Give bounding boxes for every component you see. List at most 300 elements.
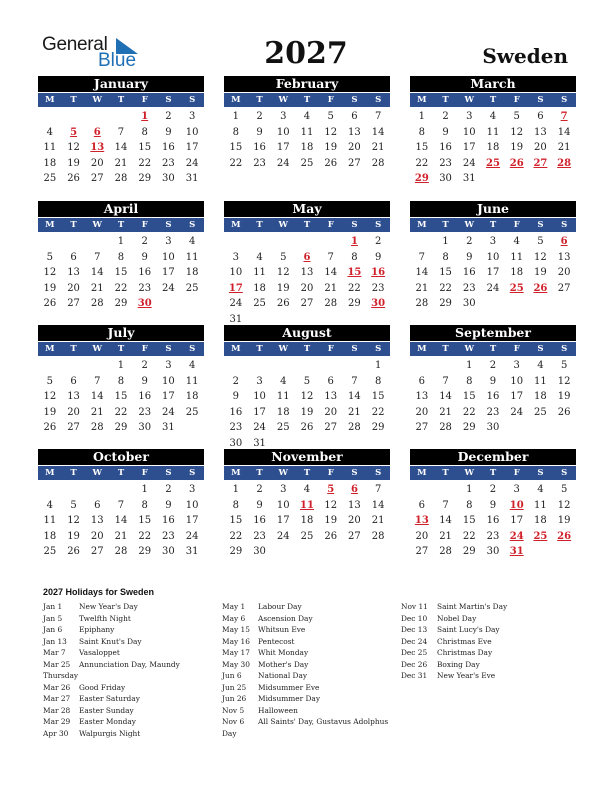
holiday-date: Dec 26 [401, 659, 428, 669]
day: 18 [43, 157, 57, 169]
holiday-date: May 16 [222, 636, 250, 646]
day-empty [85, 109, 109, 125]
day: 16 [439, 142, 452, 153]
day-empty [38, 109, 62, 125]
holiday-date: Nov 11 [401, 602, 428, 611]
day: 6 [327, 375, 334, 387]
weekday-label: W [464, 344, 475, 354]
day: 28 [90, 298, 104, 309]
holiday-date: Jan 6 [43, 625, 63, 634]
day: 1 [141, 484, 148, 495]
day: 2 [165, 484, 172, 495]
holiday-name: Midsummer Day [258, 694, 320, 703]
day-grid [224, 109, 390, 171]
day: 1 [232, 484, 240, 495]
day-holiday: 27 [533, 157, 548, 169]
day: 21 [439, 406, 452, 418]
day: 22 [415, 157, 429, 169]
day: 26 [67, 173, 80, 184]
month-december [410, 449, 576, 560]
day-holiday: 6 [93, 126, 101, 138]
day-grid [38, 358, 204, 436]
day: 13 [348, 126, 361, 138]
month-february [224, 76, 390, 171]
day-holiday: 5 [70, 126, 78, 138]
holiday-name: Nobel Day [437, 613, 477, 623]
holiday-name: National Day [258, 671, 308, 680]
day: 8 [117, 375, 125, 387]
weekday-label: T [303, 220, 311, 230]
day: 19 [67, 157, 80, 169]
weekday-header [410, 466, 576, 480]
weekday-label: M [45, 344, 55, 354]
holiday-name: Halloween [258, 705, 298, 715]
weekday-label: M [45, 220, 55, 230]
weekday-label: T [442, 468, 449, 478]
day: 15 [462, 391, 476, 402]
day: 10 [185, 499, 199, 511]
month-name: January [38, 76, 204, 92]
weekday-label: M [45, 95, 55, 105]
day: 27 [557, 282, 571, 294]
weekday-label: S [351, 220, 358, 230]
day: 14 [90, 391, 104, 402]
day: 17 [510, 515, 524, 526]
day: 8 [141, 499, 148, 511]
day: 5 [537, 236, 544, 247]
day: 14 [114, 142, 128, 153]
weekday-label: M [45, 468, 55, 478]
day: 14 [348, 391, 361, 402]
day: 19 [534, 267, 547, 278]
day: 8 [232, 499, 240, 511]
day: 27 [415, 546, 429, 557]
day: 14 [371, 499, 385, 511]
day: 15 [114, 267, 128, 278]
day: 24 [276, 157, 290, 169]
day: 3 [513, 484, 520, 495]
day: 20 [415, 530, 429, 542]
weekday-label: F [513, 95, 520, 105]
day-holiday: 6 [560, 236, 568, 247]
weekday-label: F [327, 95, 334, 105]
holiday-name: Epiphany [79, 625, 115, 634]
day: 6 [418, 499, 426, 511]
day: 2 [256, 484, 263, 495]
weekday-label: F [327, 468, 334, 478]
day-empty [62, 482, 86, 498]
weekday-label: T [70, 220, 77, 230]
day: 6 [351, 111, 358, 122]
day: 9 [489, 375, 497, 387]
day-holiday: 25 [486, 157, 500, 169]
day: 28 [90, 422, 104, 433]
day: 9 [442, 126, 449, 138]
weekday-header [410, 342, 576, 356]
holiday-date: Thursday [43, 671, 79, 680]
day: 18 [534, 391, 547, 402]
day: 19 [557, 391, 571, 402]
month-name: March [410, 76, 576, 92]
holiday-name: Good Friday [79, 682, 126, 692]
day: 5 [560, 484, 568, 495]
day: 11 [43, 142, 57, 153]
day: 27 [348, 530, 361, 542]
day: 23 [253, 157, 266, 169]
weekday-label: S [351, 468, 358, 478]
day: 8 [117, 251, 125, 263]
day: 11 [276, 391, 290, 402]
day: 16 [162, 515, 175, 526]
day: 5 [70, 499, 77, 511]
month-october [38, 449, 204, 560]
day: 3 [188, 484, 196, 495]
day: 27 [415, 422, 429, 433]
day: 11 [534, 375, 547, 387]
day: 1 [374, 360, 382, 371]
day: 1 [442, 236, 449, 247]
weekday-header [38, 93, 204, 107]
day: 24 [185, 530, 199, 542]
day: 18 [300, 515, 314, 526]
holiday-name: Christmas Day [437, 648, 493, 657]
weekday-label: M [417, 344, 427, 354]
holiday-name: Easter Saturday [79, 694, 140, 703]
holiday-name: Pentecost [258, 636, 295, 646]
weekday-header [38, 466, 204, 480]
day: 31 [162, 422, 175, 433]
day: 9 [141, 251, 148, 263]
day-grid [224, 234, 390, 327]
day-holiday: 13 [414, 515, 429, 526]
day: 13 [534, 126, 547, 138]
weekday-label: T [117, 220, 125, 230]
country-title: Sweden [482, 44, 568, 68]
holiday-name: Whit Monday [258, 648, 309, 657]
day: 30 [486, 546, 500, 557]
holiday-date: Mar 27 [43, 694, 71, 703]
day: 5 [303, 375, 311, 387]
day: 20 [67, 406, 80, 418]
day: 31 [229, 313, 243, 325]
holiday-date: Jun 26 [222, 694, 247, 703]
weekday-label: M [231, 344, 241, 354]
day-holiday: 1 [350, 236, 358, 247]
day: 16 [138, 391, 152, 402]
day-holiday: 24 [509, 530, 524, 542]
day: 9 [165, 499, 172, 511]
day: 2 [165, 111, 172, 122]
day: 2 [374, 236, 382, 247]
day-holiday: 25 [533, 530, 548, 542]
day: 23 [462, 282, 476, 294]
day: 4 [256, 251, 263, 263]
day: 4 [537, 484, 544, 495]
day: 20 [348, 515, 361, 526]
month-name: February [224, 76, 390, 92]
day-empty [319, 234, 343, 250]
day-holiday: 15 [347, 267, 362, 278]
weekday-label: F [141, 95, 148, 105]
weekday-label: T [117, 468, 125, 478]
day: 12 [510, 126, 524, 138]
day: 18 [43, 530, 57, 542]
logo-blue-text: Blue [98, 50, 137, 71]
day-holiday: 6 [350, 484, 358, 495]
day: 20 [324, 406, 338, 418]
day-grid [224, 358, 390, 451]
weekday-label: W [464, 468, 475, 478]
day: 13 [300, 267, 314, 278]
day: 10 [276, 126, 290, 138]
day-grid [224, 482, 390, 560]
day: 29 [114, 298, 128, 309]
day: 3 [165, 360, 172, 371]
holiday-name: Annunciation Day, Maundy [79, 659, 180, 669]
day: 24 [162, 282, 175, 294]
day: 11 [185, 251, 199, 263]
day: 28 [439, 422, 452, 433]
day: 4 [513, 236, 520, 247]
day: 25 [300, 530, 314, 542]
day: 26 [324, 157, 338, 169]
day: 30 [486, 422, 500, 433]
weekday-label: S [537, 344, 544, 354]
day: 17 [276, 142, 290, 153]
day: 17 [462, 142, 476, 153]
day: 19 [67, 530, 80, 542]
day: 21 [415, 282, 429, 294]
day: 27 [67, 422, 80, 433]
day-empty [271, 358, 295, 374]
day: 17 [276, 515, 290, 526]
day: 23 [229, 422, 243, 433]
day: 27 [90, 173, 104, 184]
weekday-label: T [117, 95, 125, 105]
day: 29 [138, 173, 152, 184]
day: 22 [462, 406, 476, 418]
day-grid [410, 358, 576, 436]
day: 4 [188, 360, 196, 371]
weekday-label: W [92, 220, 103, 230]
day: 1 [466, 484, 473, 495]
day: 22 [439, 282, 452, 294]
day-grid [410, 109, 576, 187]
holiday-name: Christmas Eve [437, 636, 492, 646]
day: 17 [253, 406, 266, 418]
day: 27 [348, 157, 361, 169]
day: 4 [303, 111, 311, 122]
day: 21 [371, 515, 385, 526]
day: 9 [232, 391, 240, 402]
holiday-name: Saint Lucy's Day [437, 625, 500, 634]
weekday-label: S [375, 95, 382, 105]
day: 19 [510, 142, 524, 153]
holiday-date: May 30 [222, 659, 250, 669]
weekday-header [224, 93, 390, 107]
day-grid [410, 234, 576, 312]
holiday-date: May 6 [222, 613, 246, 623]
day: 24 [276, 530, 290, 542]
day: 16 [253, 142, 266, 153]
day-empty [109, 482, 133, 498]
weekday-label: F [141, 468, 148, 478]
day-empty [62, 109, 86, 125]
weekday-label: S [165, 468, 172, 478]
holiday-date: Jan 13 [43, 636, 67, 646]
day: 1 [418, 111, 426, 122]
day-holiday: 5 [327, 484, 335, 495]
day: 16 [229, 406, 243, 418]
weekday-label: S [351, 344, 358, 354]
day: 2 [489, 360, 497, 371]
day: 22 [114, 406, 128, 418]
holiday-date: Jun 25 [222, 682, 247, 692]
holiday-name: All Saints' Day, Gustavus Adolphus [258, 717, 389, 726]
day: 9 [165, 126, 172, 138]
day: 3 [232, 251, 240, 263]
weekday-label: S [537, 468, 544, 478]
weekday-label: S [375, 220, 382, 230]
day: 30 [229, 437, 243, 449]
day: 5 [46, 251, 54, 263]
day: 3 [513, 360, 520, 371]
day: 17 [185, 515, 199, 526]
day: 10 [185, 126, 199, 138]
weekday-label: M [417, 220, 427, 230]
weekday-label: M [417, 95, 427, 105]
weekday-label: T [442, 95, 449, 105]
day: 26 [43, 298, 57, 309]
day: 16 [162, 142, 175, 153]
day-empty [410, 482, 434, 498]
day-empty [248, 234, 272, 250]
holiday-date: Dec 24 [401, 636, 428, 646]
day: 4 [489, 111, 497, 122]
day: 8 [141, 126, 148, 138]
day: 24 [253, 422, 266, 433]
weekday-label: T [256, 220, 263, 230]
day-empty [62, 358, 86, 374]
month-name: June [410, 201, 576, 217]
day: 10 [229, 267, 243, 278]
day: 15 [138, 515, 152, 526]
day: 5 [280, 251, 287, 263]
day: 20 [348, 142, 361, 153]
month-name: November [224, 449, 390, 465]
day: 11 [43, 515, 57, 526]
weekday-header [38, 342, 204, 356]
day: 6 [94, 499, 101, 511]
month-november [224, 449, 390, 560]
day: 25 [43, 546, 57, 557]
day: 26 [67, 546, 80, 557]
weekday-label: S [165, 220, 172, 230]
day: 28 [415, 298, 429, 309]
day: 3 [489, 236, 497, 247]
weekday-header [38, 218, 204, 232]
day: 3 [466, 111, 473, 122]
day-grid [410, 482, 576, 560]
holiday-date: Dec 13 [401, 625, 428, 634]
weekday-label: S [375, 344, 382, 354]
day: 24 [185, 157, 199, 169]
weekday-label: M [231, 95, 241, 105]
day: 8 [374, 375, 382, 387]
month-april [38, 201, 204, 312]
day: 12 [300, 391, 314, 402]
day: 21 [114, 157, 128, 169]
day: 15 [415, 142, 429, 153]
day: 7 [374, 111, 382, 122]
day: 1 [466, 360, 473, 371]
day: 12 [557, 499, 571, 511]
month-january [38, 76, 204, 187]
weekday-label: T [303, 344, 311, 354]
weekday-label: F [513, 468, 520, 478]
weekday-header [410, 218, 576, 232]
day: 4 [46, 126, 54, 138]
day: 24 [162, 406, 175, 418]
day: 28 [114, 173, 128, 184]
day: 25 [253, 298, 266, 309]
day-grid [38, 482, 204, 560]
weekday-label: T [303, 468, 311, 478]
page-title-year: 2027 [264, 36, 348, 71]
weekday-label: S [189, 95, 196, 105]
day: 7 [117, 499, 125, 511]
day: 11 [253, 267, 266, 278]
weekday-label: T [117, 344, 125, 354]
day: 10 [253, 391, 266, 402]
holiday-name: Labour Day [258, 602, 302, 611]
day-empty [319, 358, 343, 374]
day: 19 [43, 406, 57, 418]
day: 26 [557, 406, 571, 418]
day-holiday: 25 [509, 282, 524, 294]
weekday-label: F [141, 344, 148, 354]
weekday-label: W [464, 220, 475, 230]
day: 15 [229, 515, 243, 526]
day: 3 [188, 111, 196, 122]
day: 17 [510, 391, 524, 402]
day: 30 [162, 173, 175, 184]
day: 16 [138, 267, 152, 278]
weekday-label: T [70, 95, 77, 105]
holiday-date: Day [222, 728, 237, 738]
day: 15 [229, 142, 243, 153]
holiday-date: May 15 [222, 625, 250, 634]
day: 24 [229, 298, 243, 309]
holiday-name: New Year's Day [79, 602, 138, 611]
holiday-name: Whitsun Eve [258, 625, 306, 634]
day: 14 [114, 515, 128, 526]
day: 3 [165, 236, 172, 247]
day: 28 [439, 546, 452, 557]
day: 28 [114, 546, 128, 557]
holiday-name: Vasaloppet [79, 648, 120, 657]
day: 21 [557, 142, 571, 153]
month-name: July [38, 325, 204, 341]
holiday-date: Mar 28 [43, 705, 71, 715]
day: 12 [557, 375, 571, 387]
day: 13 [67, 391, 80, 402]
day: 6 [70, 375, 77, 387]
day: 31 [462, 173, 476, 184]
weekday-header [410, 93, 576, 107]
day: 20 [90, 157, 104, 169]
weekday-label: M [417, 468, 427, 478]
